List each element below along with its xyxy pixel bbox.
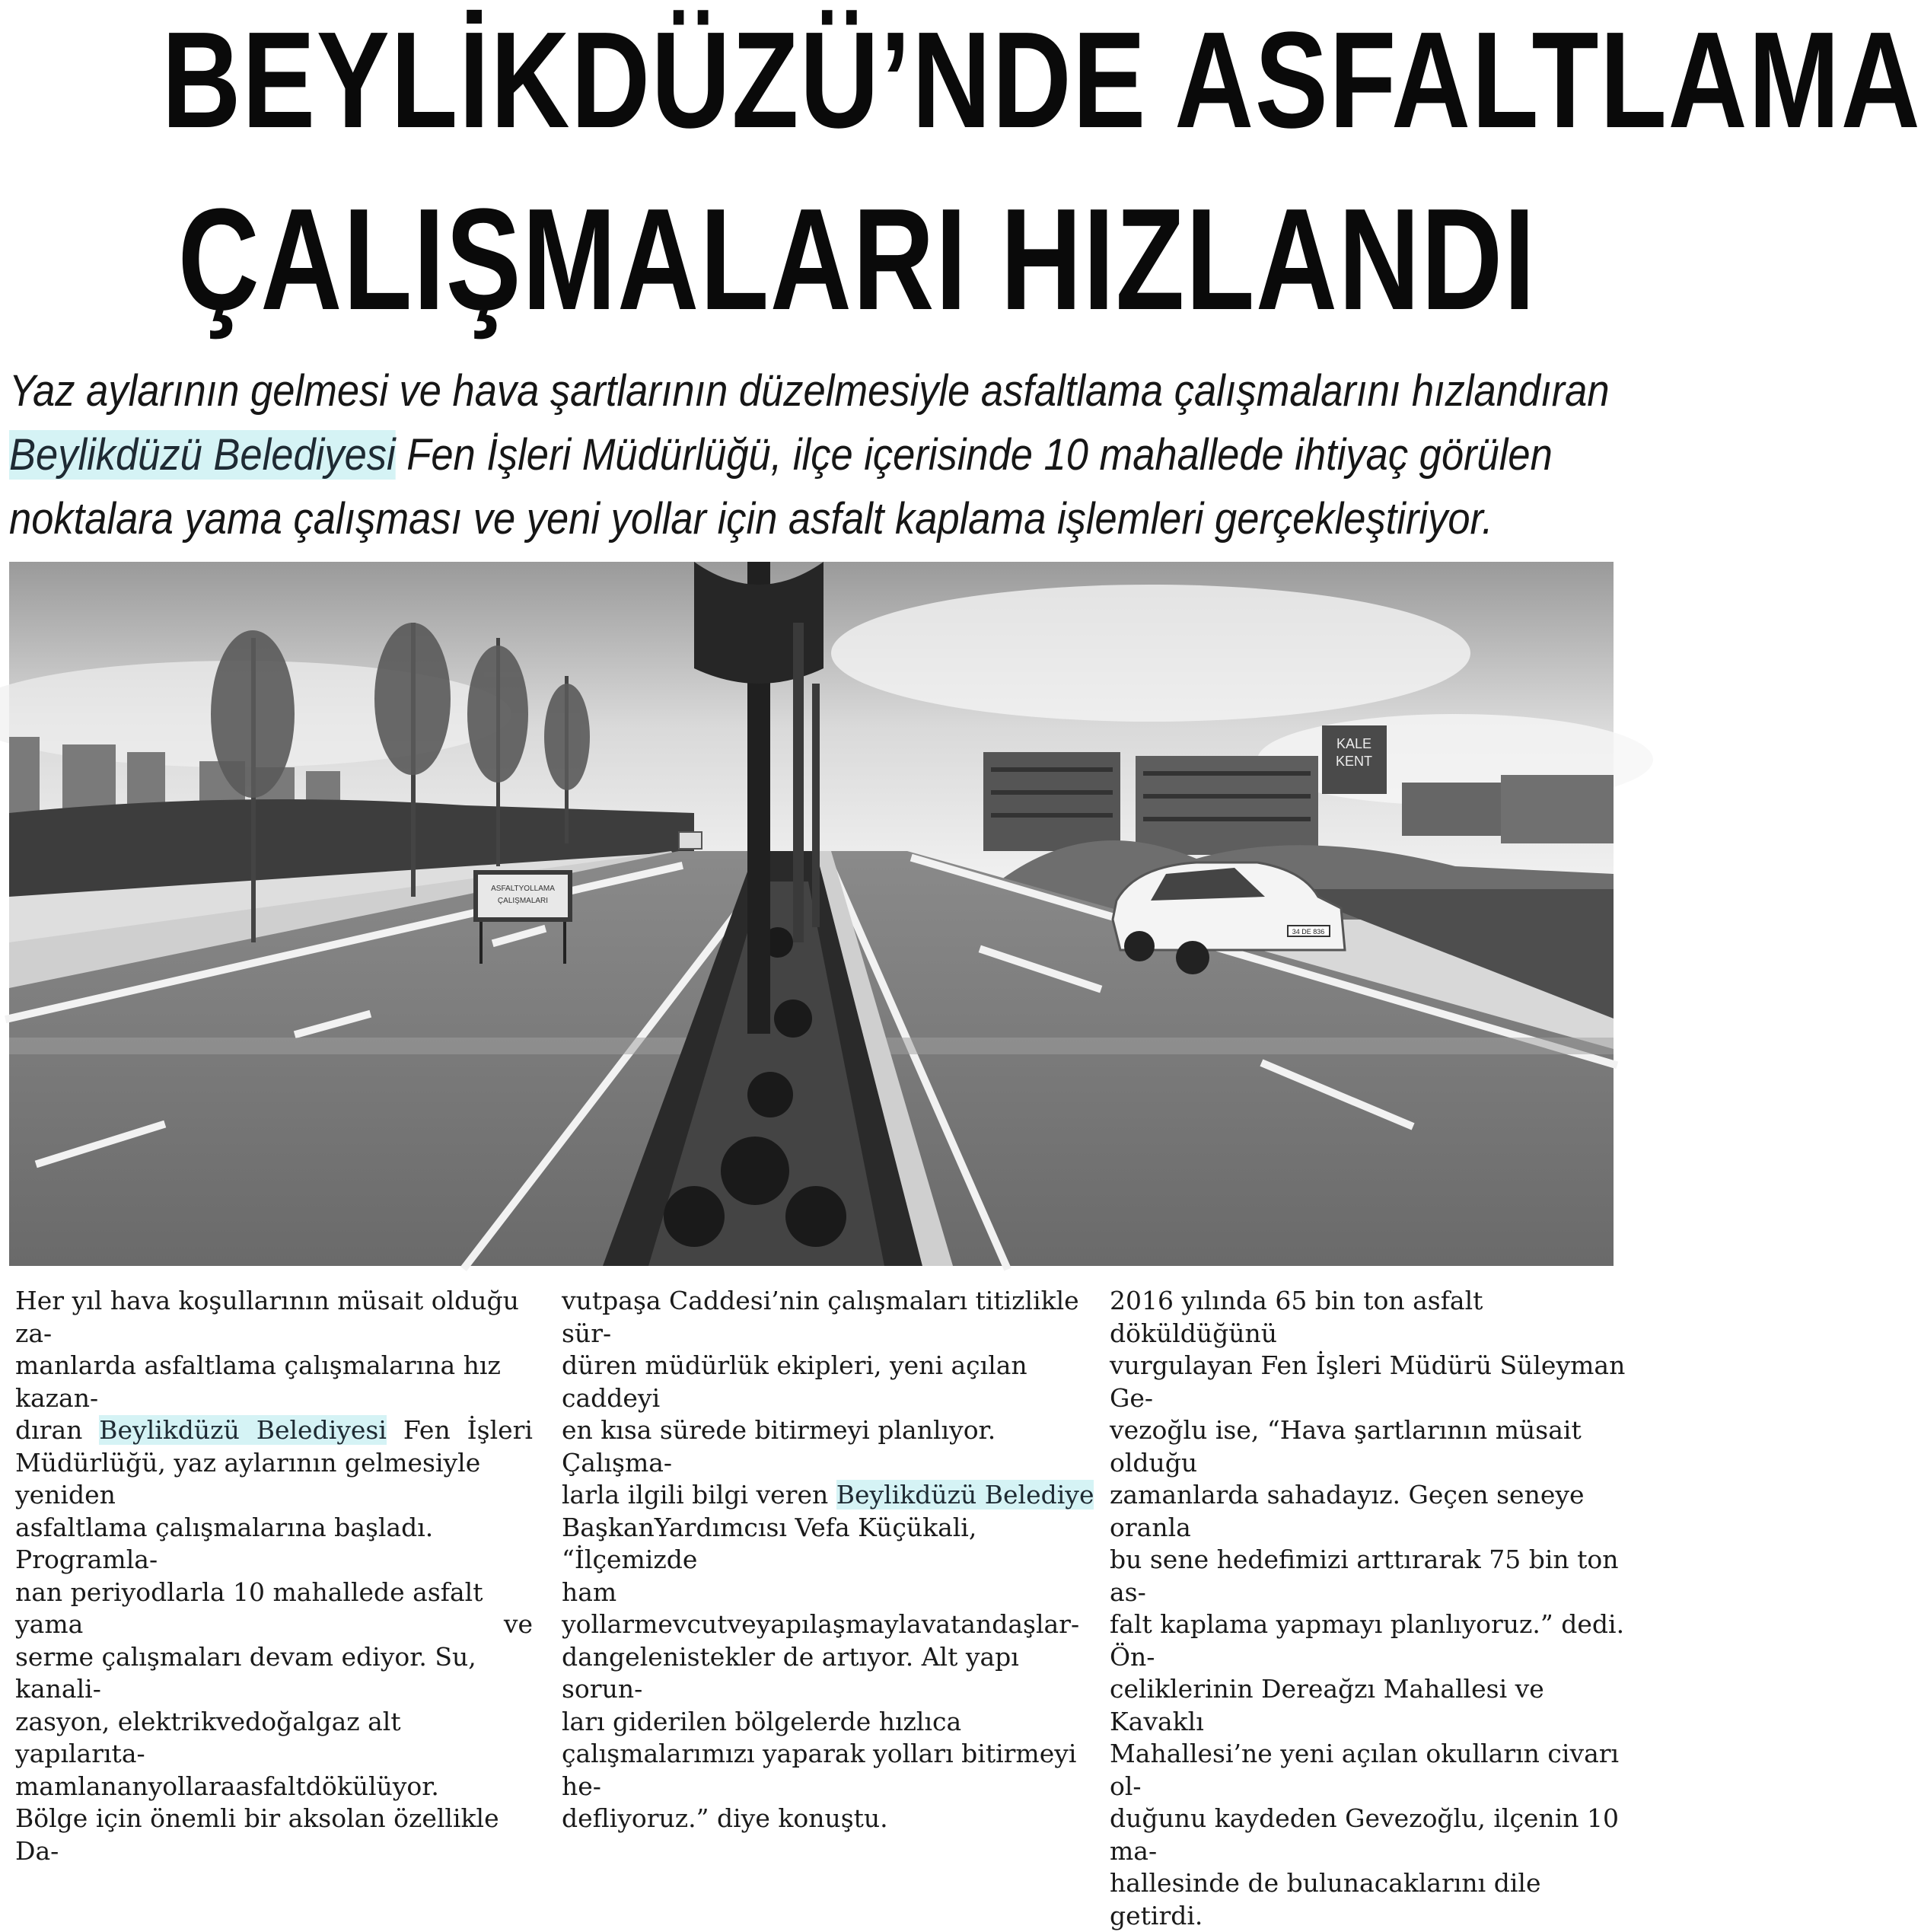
col3-line: 2016 yılında 65 bin ton asfalt döküldüğünü	[1110, 1286, 1483, 1348]
col1-line: Bölge için önemli bir aksolan özellikle Da-	[15, 1803, 499, 1866]
headline-line-1: BEYLİKDÜZÜ’NDE ASFALTLAMA	[161, 4, 1921, 157]
col1-line: mamlananyollaraasfaltdökülüyor.	[15, 1771, 439, 1801]
lead-line-2-rest: Fen İşleri Müdürlüğü, ilçe içerisinde 10 mahallede ihtiyaç görülen	[395, 430, 1553, 480]
col1-line: zasyon, elektrikvedoğalgaz alt yapılarıta-	[15, 1706, 401, 1768]
col2-l4-pre: larla ilgili bilgi veren	[562, 1480, 836, 1510]
col2-line: defliyoruz.” diye konuştu.	[562, 1803, 888, 1833]
road-photo	[9, 562, 1614, 1266]
col2-line: çalışmalarımızı yaparak yolları bitirmeyi he-	[562, 1739, 1077, 1801]
col2-line: BaşkanYardımcısı Vefa Küçükali, “İlçemizde	[562, 1512, 977, 1574]
col1-l3-post: Fen İşleri	[386, 1415, 533, 1445]
col2-line: düren müdürlük ekipleri, yeni açılan caddeyi	[562, 1350, 1027, 1413]
road-photo-illustration	[9, 562, 1614, 1266]
col1-l3-pre: dıran	[15, 1415, 100, 1445]
col2-line: vutpaşa Caddesi’nin çalışmaları titizlikle sür-	[562, 1286, 1079, 1348]
lead-highlight-beylikduzu: Beylikdüzü Belediyesi	[9, 430, 396, 480]
headline-line-2: ÇALIŞMALARI HIZLANDI	[177, 179, 1537, 340]
lead-line-3: noktalara yama çalışması ve yeni yollar için asfalt kaplama işlemleri gerçekleştiriyor.	[9, 494, 1493, 544]
col1-line: Müdürlüğü, yaz aylarının gelmesiyle yeniden	[15, 1447, 481, 1510]
col2-line: ham yollarmevcutveyapılaşmaylavatandaşlar-	[562, 1577, 1080, 1639]
distant-bus	[679, 832, 702, 849]
col1-line: serme çalışmaları devam ediyor. Su, kanali-	[15, 1641, 476, 1704]
billboard-text-1: KALE	[1336, 736, 1372, 751]
col3-line: hallesinde de bulunacaklarını dile getirdi.	[1110, 1868, 1541, 1930]
col1-line: Her yıl hava koşullarının müsait olduğu za-	[15, 1286, 519, 1348]
col1-highlight-beylikduzu: Beylikdüzü Belediyesi	[99, 1415, 387, 1445]
col3-line: falt kaplama yapmayı planlıyoruz.” dedi. Ön-	[1110, 1609, 1625, 1672]
col3-line: vezoğlu ise, “Hava şartlarının müsait olduğu	[1110, 1415, 1582, 1478]
body-column-2	[562, 1285, 1094, 1835]
body-column-3	[1110, 1285, 1627, 1932]
car-plate: 34 DE 836	[1292, 928, 1325, 936]
col2-line: dangelenistekler de artıyor. Alt yapı sorun-	[562, 1641, 1019, 1704]
body-column-1	[15, 1285, 533, 1867]
lead-line-2	[9, 423, 1553, 487]
col1-line	[15, 1414, 533, 1447]
col3-line: Mahallesi’ne yeni açılan okulların civarı ol-	[1110, 1739, 1620, 1801]
col1-line: nan periyodlarla 10 mahallede asfalt yama ve	[15, 1577, 533, 1639]
col2-line: en kısa sürede bitirmeyi planlıyor. Çalışma-	[562, 1415, 996, 1478]
col3-line: bu sene hedefimizi arttırarak 75 bin ton as-	[1110, 1545, 1619, 1607]
col3-line: vurgulayan Fen İşleri Müdürü Süleyman Ge-	[1110, 1350, 1626, 1413]
col1-line: manlarda asfaltlama çalışmalarına hız kazan-	[15, 1350, 501, 1413]
col3-line: duğunu kaydeden Gevezoğlu, ilçenin 10 ma-	[1110, 1803, 1620, 1866]
col2-line: ları giderilen bölgelerde hızlıca	[562, 1706, 962, 1736]
billboard-text-2: KENT	[1335, 754, 1373, 769]
col2-line	[562, 1479, 1094, 1512]
col3-line: zamanlarda sahadayız. Geçen seneye oranla	[1110, 1480, 1585, 1542]
sign-text-1: ASFALTYOLLAMA	[491, 885, 555, 893]
col3-line: celiklerinin Dereağzı Mahallesi ve Kavaklı	[1110, 1674, 1544, 1736]
col2-highlight-beylikduzu: Beylikdüzü Belediye	[836, 1480, 1094, 1510]
sign-text-2: ÇALIŞMALARI	[497, 897, 549, 905]
col1-line: asfaltlama çalışmalarına başladı. Programla-	[15, 1512, 434, 1574]
lead-line-1: Yaz aylarının gelmesi ve hava şartlarının düzelmesiyle asfaltlama çalışmalarını hızlandıran	[9, 366, 1610, 416]
